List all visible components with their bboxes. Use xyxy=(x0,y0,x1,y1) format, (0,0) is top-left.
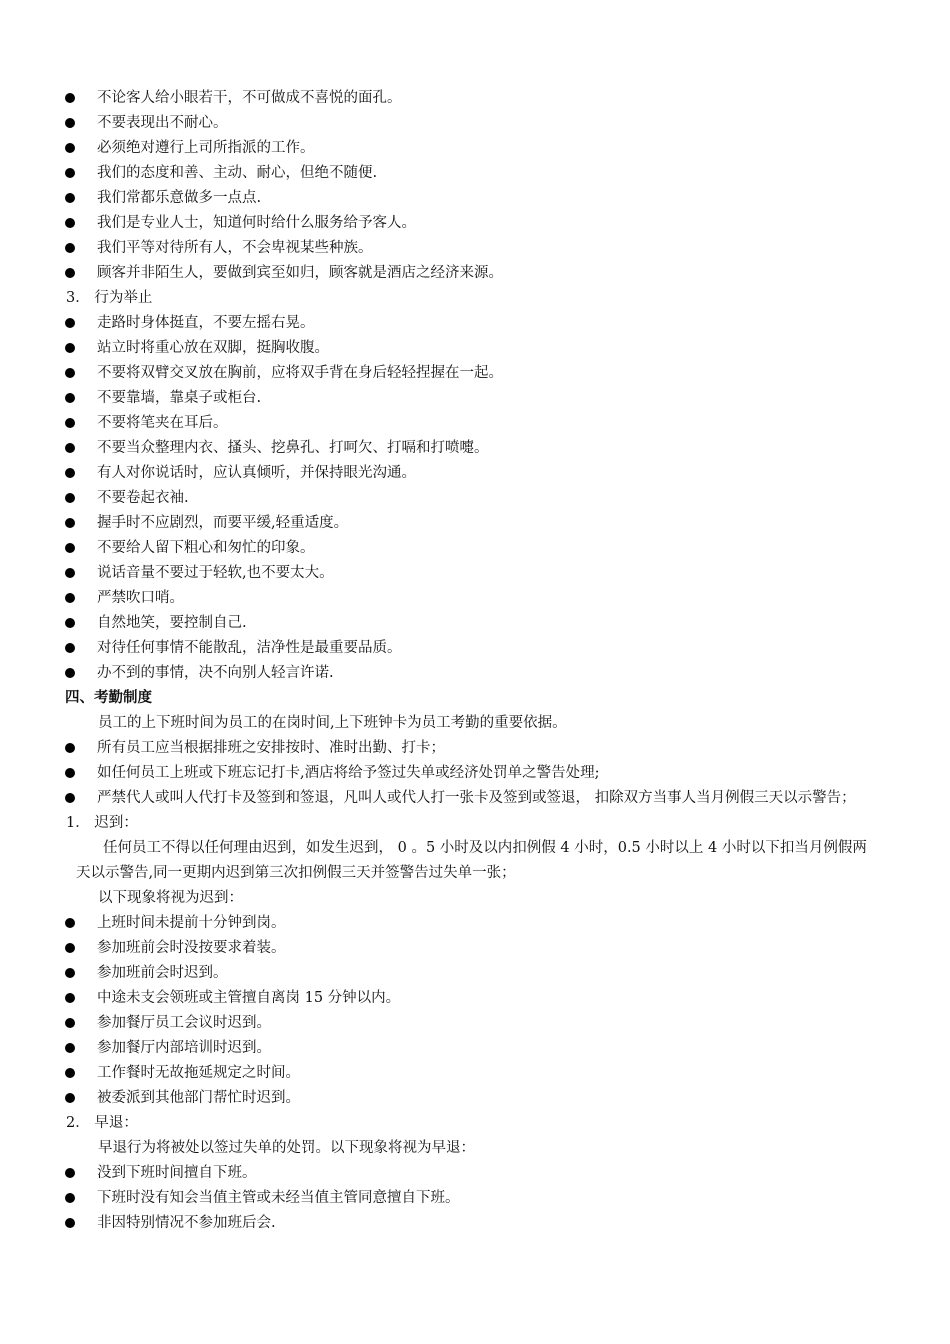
attendance-intro: 员工的上下班时间为员工的在岗时间,上下班钟卡为员工考勤的重要依据。 xyxy=(98,715,567,731)
list-item: 严禁代人或叫人代打卡及签到和签退，凡叫人或代人打一张卡及签到或签退， 扣除双方当事人当月例假三天以示警告； xyxy=(0,786,950,811)
bullet-icon xyxy=(65,918,75,928)
list-item: 不要卷起衣袖. xyxy=(0,486,950,511)
bullet-icon xyxy=(65,193,75,203)
subsection-title-behavior: 3． 行为举止 xyxy=(66,290,153,306)
list-item: 握手时不应剧烈，而要平缓,轻重适度。 xyxy=(0,511,950,536)
bullet-icon xyxy=(65,143,75,153)
list-item: 不要表现出不耐心。 xyxy=(0,111,950,136)
subsection-title-early: 2． 早退： xyxy=(66,1115,138,1131)
list-item: 工作餐时无故拖延规定之时间。 xyxy=(0,1061,950,1086)
bullet-icon xyxy=(65,393,75,403)
bullet-icon xyxy=(65,518,75,528)
bullet-icon xyxy=(65,268,75,278)
attendance-list xyxy=(0,736,950,811)
list-item: 站立时将重心放在双脚，挺胸收腹。 xyxy=(0,336,950,361)
list-item: 下班时没有知会当值主管或未经当值主管同意擅自下班。 xyxy=(0,1186,950,1211)
bullet-icon xyxy=(65,593,75,603)
bullet-icon xyxy=(65,93,75,103)
early-list xyxy=(0,1161,950,1236)
bullet-icon xyxy=(65,1218,75,1228)
list-item: 不要给人留下粗心和匆忙的印象。 xyxy=(0,536,950,561)
bullet-icon xyxy=(65,118,75,128)
bullet-icon xyxy=(65,468,75,478)
list-item: 自然地笑，要控制自己. xyxy=(0,611,950,636)
service-attitude-list xyxy=(0,86,950,286)
bullet-icon xyxy=(65,618,75,628)
bullet-icon xyxy=(65,943,75,953)
list-item: 我们的态度和善、主动、耐心，但绝不随便. xyxy=(0,161,950,186)
bullet-icon xyxy=(65,1093,75,1103)
bullet-icon xyxy=(65,493,75,503)
bullet-icon xyxy=(65,1018,75,1028)
list-item: 不要当众整理内衣、搔头、挖鼻孔、打呵欠、打嗝和打喷嚏。 xyxy=(0,436,950,461)
list-item: 说话音量不要过于轻软,也不要太大。 xyxy=(0,561,950,586)
list-item: 参加餐厅内部培训时迟到。 xyxy=(0,1036,950,1061)
bullet-icon xyxy=(65,668,75,678)
document-page xyxy=(0,86,950,1236)
bullet-icon xyxy=(65,243,75,253)
list-item: 不要将笔夹在耳后。 xyxy=(0,411,950,436)
bullet-icon xyxy=(65,1168,75,1178)
list-item: 不论客人给小眼若干，不可做成不喜悦的面孔。 xyxy=(0,86,950,111)
bullet-icon xyxy=(65,1068,75,1078)
bullet-icon xyxy=(65,568,75,578)
list-item: 顾客并非陌生人，要做到宾至如归，顾客就是酒店之经济来源。 xyxy=(0,261,950,286)
subsection-title-late: 1． 迟到： xyxy=(66,815,138,831)
late-rule-paragraph: 任何员工不得以任何理由迟到，如发生迟到， 0 。5 小时及以内扣例假 4 小时，0.5 小时以上 4 小时以下扣当月例假两天以示警告,同一更期内迟到第三次扣例假三天并签警告过失单一张； xyxy=(76,840,867,881)
list-item: 参加班前会时没按要求着装。 xyxy=(0,936,950,961)
bullet-icon xyxy=(65,343,75,353)
late-list xyxy=(0,911,950,1111)
list-item: 我们常都乐意做多一点点. xyxy=(0,186,950,211)
section-heading-attendance: 四、考勤制度 xyxy=(65,690,152,706)
late-lead: 以下现象将视为迟到： xyxy=(98,890,243,906)
bullet-icon xyxy=(65,1193,75,1203)
list-item: 不要靠墙，靠桌子或柜台. xyxy=(0,386,950,411)
bullet-icon xyxy=(65,543,75,553)
behavior-list xyxy=(0,311,950,686)
early-lead: 早退行为将被处以签过失单的处罚。以下现象将视为早退： xyxy=(98,1140,475,1156)
list-item: 走路时身体挺直，不要左摇右晃。 xyxy=(0,311,950,336)
list-item: 如任何员工上班或下班忘记打卡,酒店将给予签过失单或经济处罚单之警告处理; xyxy=(0,761,950,786)
bullet-icon xyxy=(65,168,75,178)
list-item: 有人对你说话时，应认真倾听，并保持眼光沟通。 xyxy=(0,461,950,486)
list-item: 不要将双臂交叉放在胸前，应将双手背在身后轻轻捏握在一起。 xyxy=(0,361,950,386)
bullet-icon xyxy=(65,1043,75,1053)
list-item: 对待任何事情不能散乱，洁净性是最重要品质。 xyxy=(0,636,950,661)
bullet-icon xyxy=(65,418,75,428)
list-item: 非因特别情况不参加班后会. xyxy=(0,1211,950,1236)
bullet-icon xyxy=(65,743,75,753)
bullet-icon xyxy=(65,768,75,778)
list-item: 上班时间未提前十分钟到岗。 xyxy=(0,911,950,936)
bullet-icon xyxy=(65,368,75,378)
list-item: 中途未支会领班或主管擅自离岗 15 分钟以内。 xyxy=(0,986,950,1011)
list-item: 没到下班时间擅自下班。 xyxy=(0,1161,950,1186)
bullet-icon xyxy=(65,968,75,978)
bullet-icon xyxy=(65,218,75,228)
bullet-icon xyxy=(65,443,75,453)
bullet-icon xyxy=(65,318,75,328)
bullet-icon xyxy=(65,993,75,1003)
list-item: 严禁吹口哨。 xyxy=(0,586,950,611)
list-item: 我们是专业人士，知道何时给什么服务给予客人。 xyxy=(0,211,950,236)
list-item: 所有员工应当根据排班之安排按时、准时出勤、打卡； xyxy=(0,736,950,761)
list-item: 参加班前会时迟到。 xyxy=(0,961,950,986)
bullet-icon xyxy=(65,793,75,803)
list-item: 我们平等对待所有人，不会卑视某些种族。 xyxy=(0,236,950,261)
bullet-icon xyxy=(65,643,75,653)
list-item: 参加餐厅员工会议时迟到。 xyxy=(0,1011,950,1036)
list-item: 必须绝对遵行上司所指派的工作。 xyxy=(0,136,950,161)
list-item: 办不到的事情，决不向别人轻言许诺. xyxy=(0,661,950,686)
list-item: 被委派到其他部门帮忙时迟到。 xyxy=(0,1086,950,1111)
